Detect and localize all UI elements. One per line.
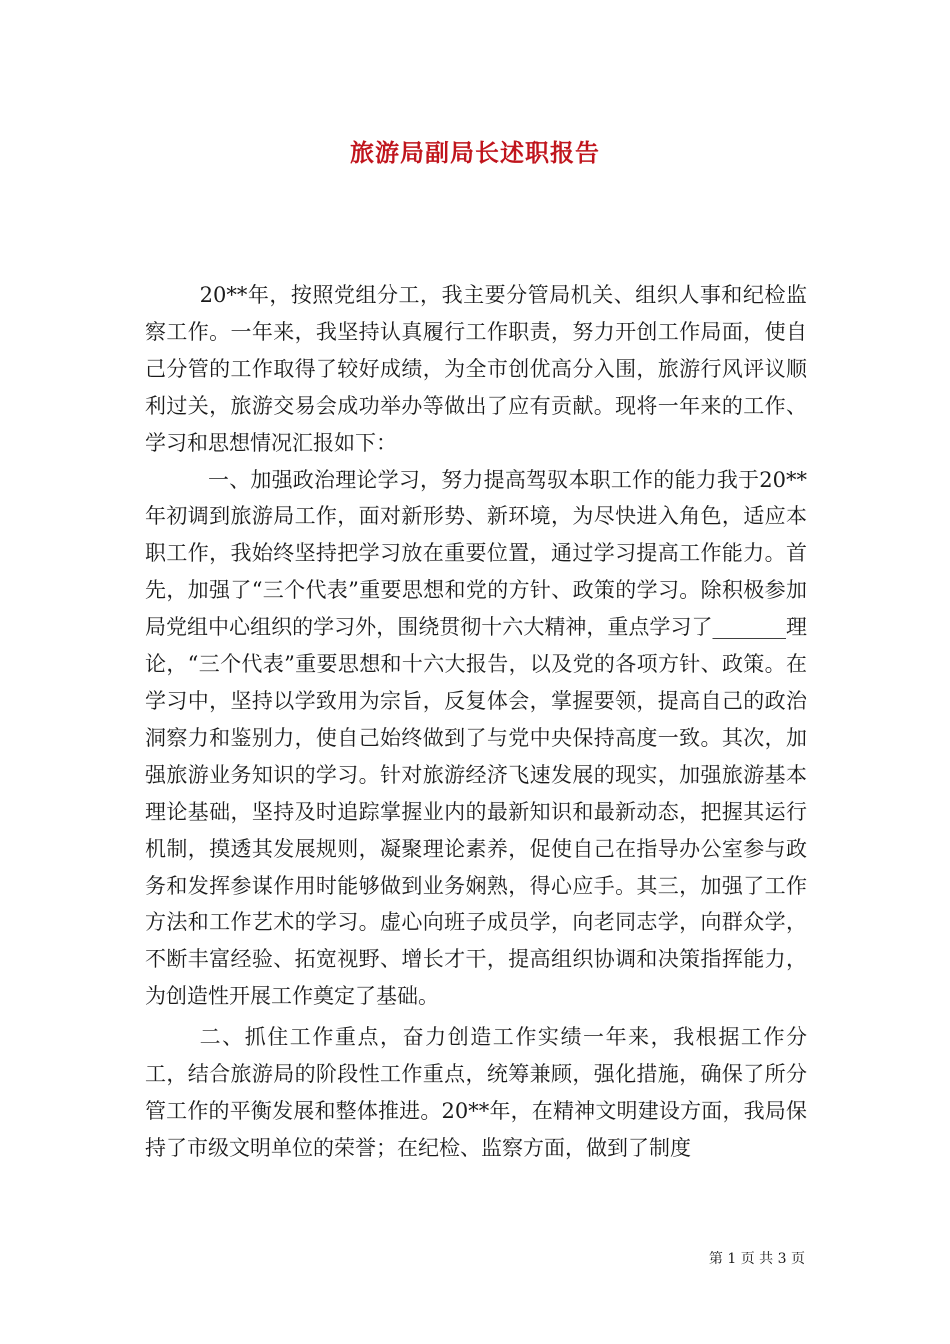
paragraph-section-two: 二、抓住工作重点，奋力创造工作实绩一年来，我根据工作分工，结合旅游局的阶段性工作重点，统筹兼顾，强化措施，确保了所分管工作的平衡发展和整体推进。20**年，在精神文明建设方面，我局保持了市级文明单位的荣誉；在纪检、监察方面，做到了制度 [145,1025,807,1160]
paragraph-section-one: 一、加强政治理论学习，努力提高驾驭本职工作的能力我于20**年初调到旅游局工作，面对新形势、新环境，为尽快进入角色，适应本职工作，我始终坚持把学习放在重要位置，通过学习提高工作能力。首先，加强了“三个代表”重要思想和党的方针、政策的学习。除积极参加局党组中心组织的学习外，围绕贯彻十六大精神，重点学习了_______理论，“三个代表”重要思想和十六大报告，以及党的各项方针、政策。在学习中，坚持以学致用为宗旨，反复体会，掌握要领，提高自己的政治洞察力和鉴别力，使自己始终做到了与党中央保持高度一致。其次，加强旅游业务知识的学习。针对旅游经济飞速发展的现实，加强旅游基本理论基础，坚持及时追踪掌握业内的最新知识和最新动态，把握其运行机制，摸透其发展规则，凝聚理论素养，促使自己在指导办公室参与政务和发挥参谋作用时能够做到业务娴熟，得心应手。其三，加强了工作方法和工作艺术的学习。虚心向班子成员学，向老同志学，向群众学，不断丰富经验、拓宽视野、增长才干，提高组织协调和决策指挥能力，为创造性开展工作奠定了基础。 [145,467,807,1009]
document-body [145,277,807,1167]
page-number-footer: 第 1 页 共 3 页 [708,1251,805,1267]
paragraph-intro: 20**年，按照党组分工，我主要分管局机关、组织人事和纪检监察工作。一年来，我坚持认真履行工作职责，努力开创工作局面，使自己分管的工作取得了较好成绩，为全市创优高分入围，旅游行风评议顺利过关，旅游交易会成功举办等做出了应有贡献。现将一年来的工作、学习和思想情况汇报如下： [145,283,807,455]
document-title: 旅游局副局长述职报告 [350,138,600,167]
